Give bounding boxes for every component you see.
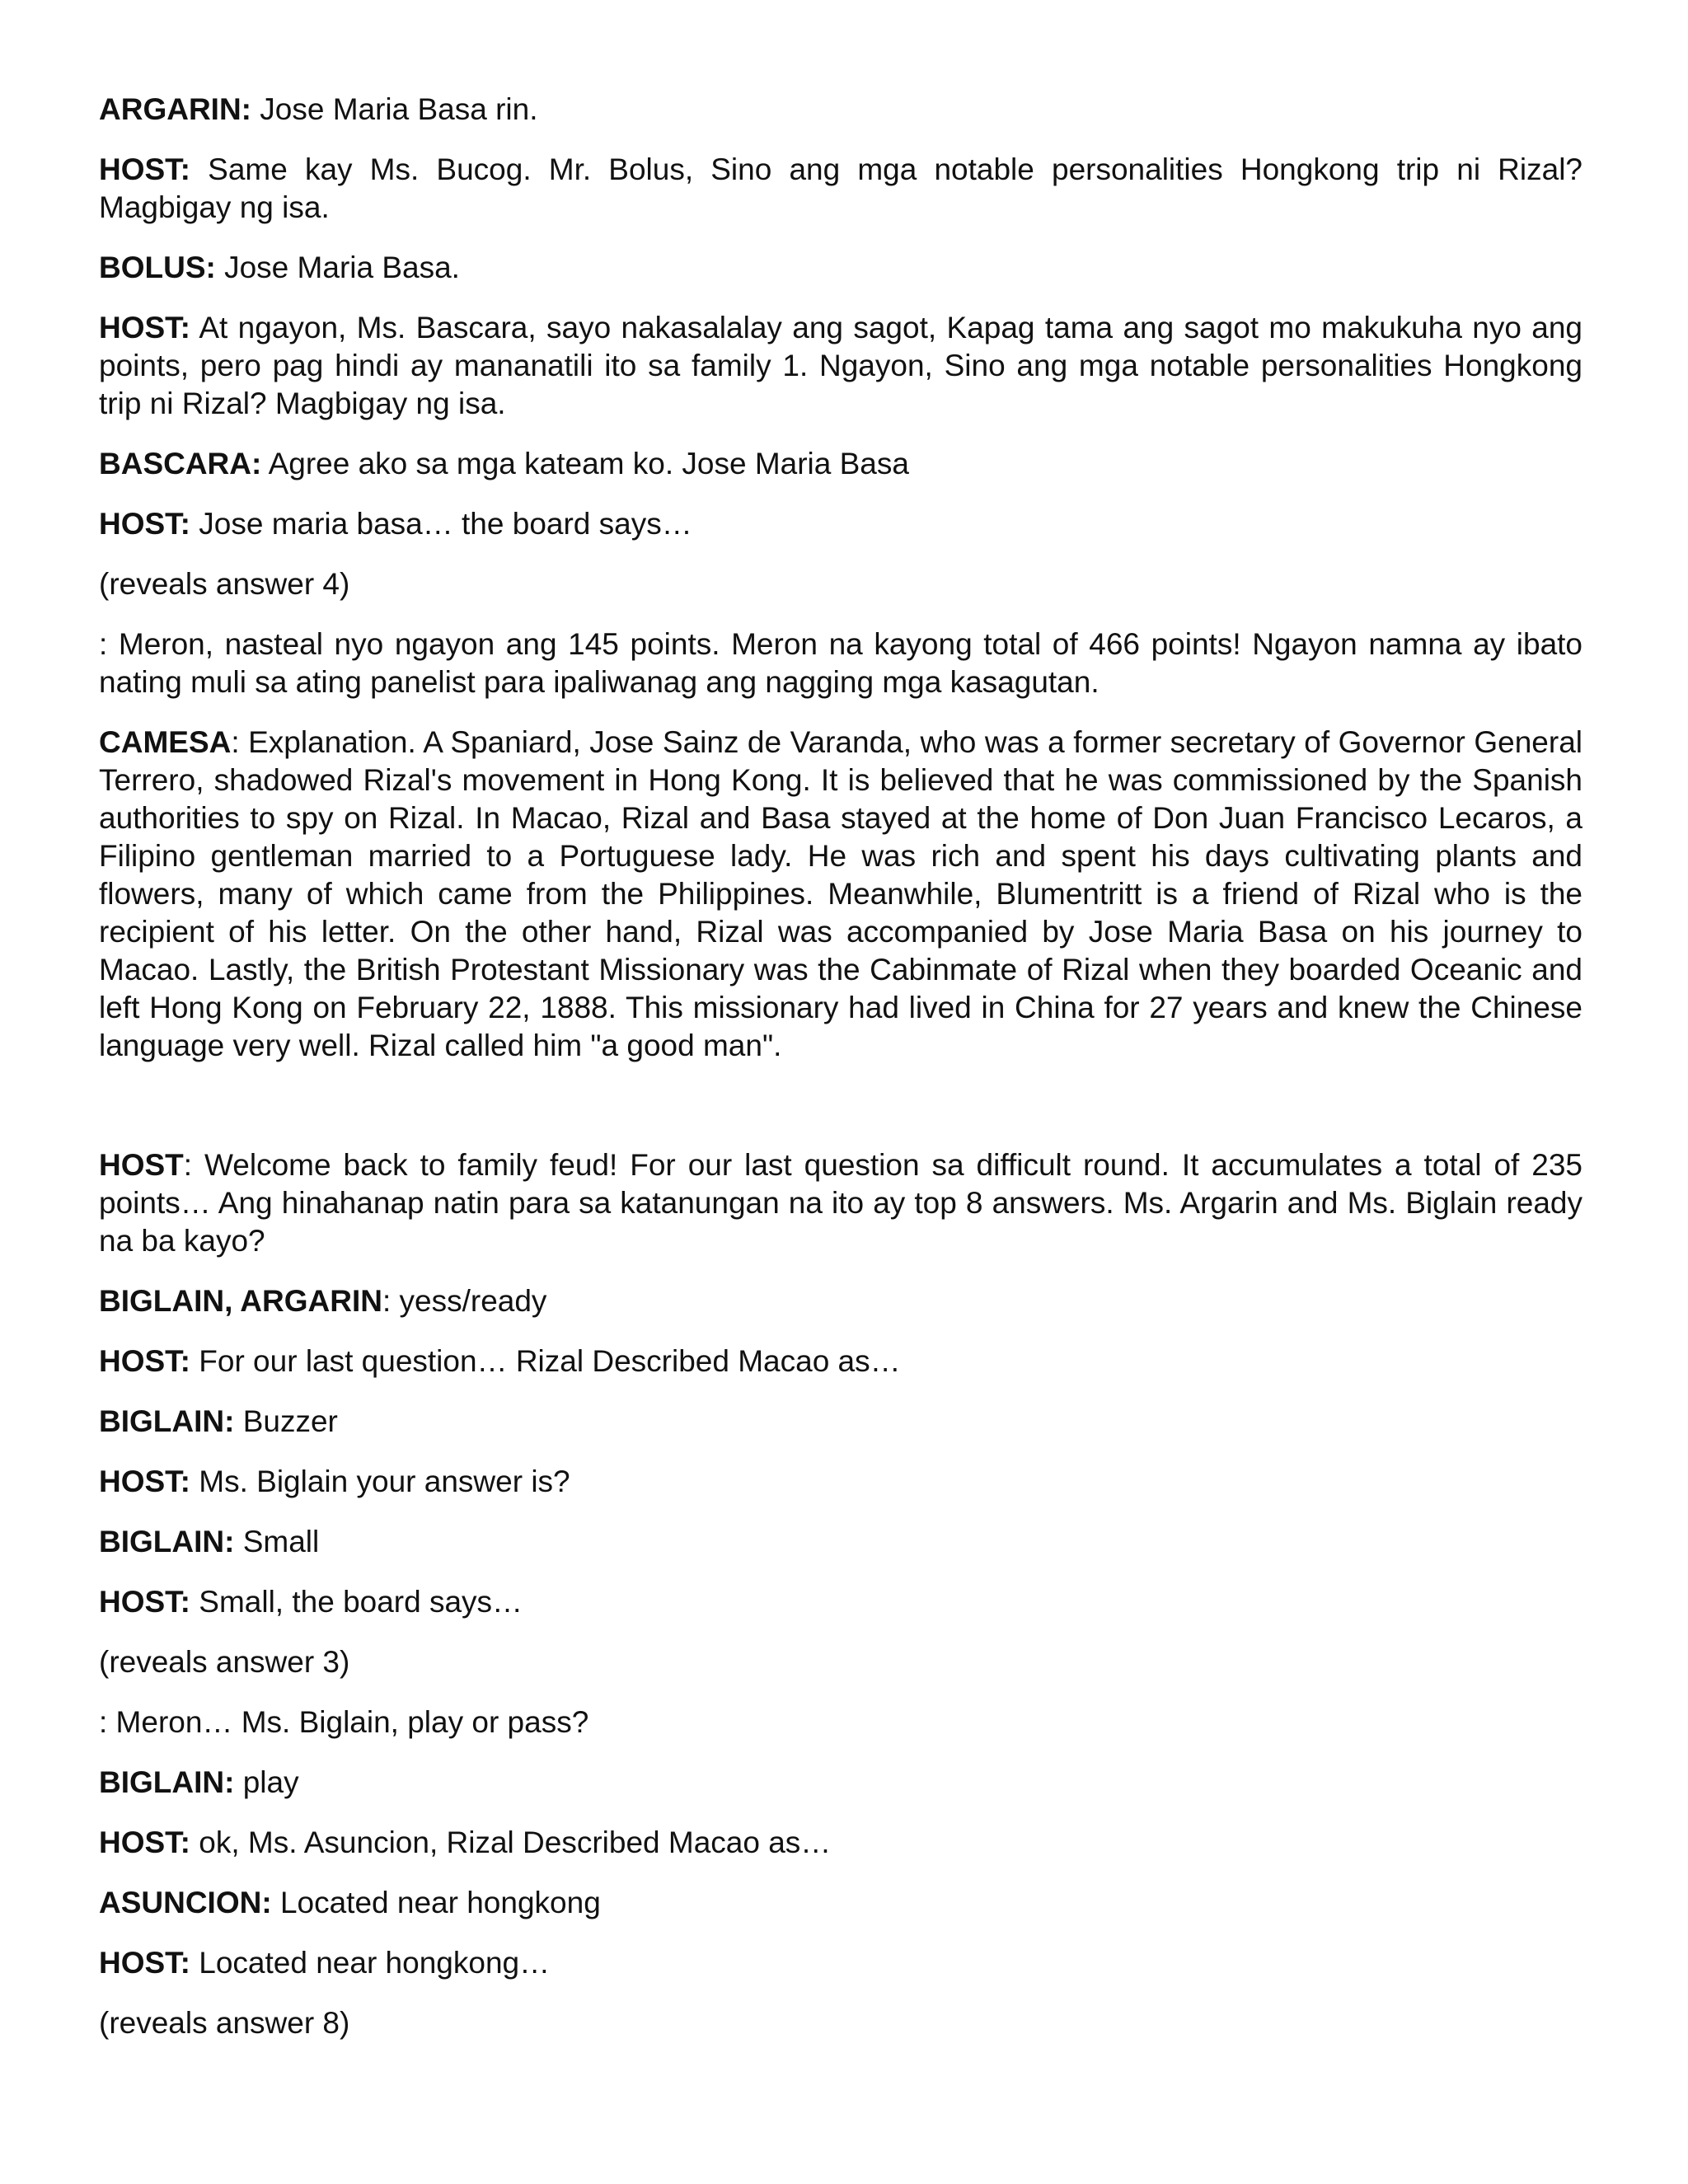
dialogue-line	[99, 309, 1582, 423]
speaker-name: BASCARA:	[99, 447, 262, 480]
dialogue-text: Agree ako sa mga kateam ko. Jose Maria Basa	[261, 447, 909, 480]
dialogue-continuation	[99, 1704, 1582, 1741]
speaker-name: HOST	[99, 1148, 184, 1182]
dialogue-text: Jose Maria Basa rin.	[251, 92, 538, 126]
speaker-name: HOST:	[99, 1344, 190, 1378]
dialogue-line	[99, 1146, 1582, 1260]
dialogue-text: Ms. Biglain your answer is?	[190, 1465, 570, 1498]
dialogue-text: Located near hongkong…	[190, 1946, 551, 1980]
stage-direction-text: (reveals answer 4)	[99, 567, 350, 601]
dialogue-line	[99, 1764, 1582, 1802]
speaker-name: ASUNCION:	[99, 1886, 272, 1919]
dialogue-line	[99, 1282, 1582, 1320]
dialogue-text: Located near hongkong	[271, 1886, 601, 1919]
dialogue-text: At ngayon, Ms. Bascara, sayo nakasalalay ang sagot, Kapag tama ang sagot mo makukuha nyo ang points, pero pag hindi ay mananatili ito sa family 1. Ngayon, Sino ang mga notable personalities Hongkong trip ni Rizal? Magbigay ng isa.	[99, 311, 1582, 420]
dialogue-line	[99, 505, 1582, 543]
dialogue-line	[99, 1463, 1582, 1501]
speaker-name: BIGLAIN:	[99, 1525, 235, 1558]
dialogue-continuation	[99, 626, 1582, 701]
dialogue-line	[99, 1824, 1582, 1862]
dialogue-text: : Explanation. A Spaniard, Jose Sainz de Varanda, who was a former secretary of Governor General Terrero, shadowed Rizal's movement in Hong Kong. It is believed that he was commissioned by the Spanish authorities to spy on Rizal. In Macao, Rizal and Basa stayed at the home of Don Juan Francisco Lecaros, a Filipino gentleman married to a Portuguese lady. He was rich and spent his days cultivating plants and flowers, many of which came from the Philippines. Meanwhile, Blumentritt is a friend of Rizal who is the recipient of his letter. On the other hand, Rizal was accompanied by Jose Maria Basa on his journey to Macao. Lastly, the British Protestant Missionary was the Cabinmate of Rizal when they boarded Oceanic and left Hong Kong on February 22, 1888. This missionary had lived in China for 27 years and knew the Chinese language very well. Rizal called him "a good man".	[99, 725, 1582, 1062]
dialogue-line	[99, 724, 1582, 1065]
speaker-name: HOST:	[99, 311, 190, 344]
speaker-name: HOST:	[99, 1946, 190, 1980]
dialogue-line	[99, 1403, 1582, 1441]
dialogue-text: : Welcome back to family feud! For our last question sa difficult round. It accumulates a total of 235 points… Ang hinahanap natin para sa katanungan na ito ay top 8 answers. Ms. Argarin and Ms. Biglain ready na ba kayo?	[99, 1148, 1582, 1258]
dialogue-line	[99, 151, 1582, 227]
dialogue-text: : Meron, nasteal nyo ngayon ang 145 points. Meron na kayong total of 466 points! Ngayon namna ay ibato nating muli sa ating panelist para ipaliwanag ang nagging mga kasagutan.	[99, 627, 1582, 699]
dialogue-text: Jose Maria Basa.	[215, 251, 460, 284]
dialogue-text: play	[234, 1765, 299, 1799]
speaker-name: HOST:	[99, 152, 190, 186]
speaker-name: CAMESA	[99, 725, 232, 759]
dialogue-text: : yess/ready	[382, 1284, 547, 1318]
stage-direction-text: (reveals answer 3)	[99, 1645, 350, 1679]
dialogue-line	[99, 1523, 1582, 1561]
dialogue-line	[99, 91, 1582, 129]
stage-direction	[99, 2004, 1582, 2042]
speaker-name: BIGLAIN:	[99, 1765, 235, 1799]
stage-direction-text: (reveals answer 8)	[99, 2006, 350, 2040]
speaker-name: HOST:	[99, 507, 190, 541]
dialogue-text: Small, the board says…	[190, 1585, 523, 1619]
dialogue-text: Small	[234, 1525, 320, 1558]
section-gap	[99, 1087, 1582, 1146]
dialogue-line	[99, 1343, 1582, 1380]
dialogue-line	[99, 1884, 1582, 1922]
dialogue-text: Same kay Ms. Bucog. Mr. Bolus, Sino ang mga notable personalities Hongkong trip ni Rizal? Magbigay ng isa.	[99, 152, 1582, 224]
speaker-name: HOST:	[99, 1465, 190, 1498]
stage-direction	[99, 1643, 1582, 1681]
speaker-name: BIGLAIN:	[99, 1404, 235, 1438]
dialogue-text: Buzzer	[234, 1404, 338, 1438]
speaker-name: HOST:	[99, 1825, 190, 1859]
speaker-name: BIGLAIN, ARGARIN	[99, 1284, 382, 1318]
speaker-name: HOST:	[99, 1585, 190, 1619]
document-page	[99, 91, 1582, 2064]
dialogue-text: : Meron… Ms. Biglain, play or pass?	[99, 1705, 589, 1739]
dialogue-text: ok, Ms. Asuncion, Rizal Described Macao as…	[190, 1825, 832, 1859]
dialogue-text: Jose maria basa… the board says…	[190, 507, 692, 541]
speaker-name: ARGARIN:	[99, 92, 251, 126]
stage-direction	[99, 565, 1582, 603]
dialogue-text: For our last question… Rizal Described Macao as…	[190, 1344, 901, 1378]
dialogue-line	[99, 249, 1582, 287]
speaker-name: BOLUS:	[99, 251, 216, 284]
dialogue-line	[99, 445, 1582, 483]
dialogue-line	[99, 1944, 1582, 1982]
dialogue-line	[99, 1583, 1582, 1621]
